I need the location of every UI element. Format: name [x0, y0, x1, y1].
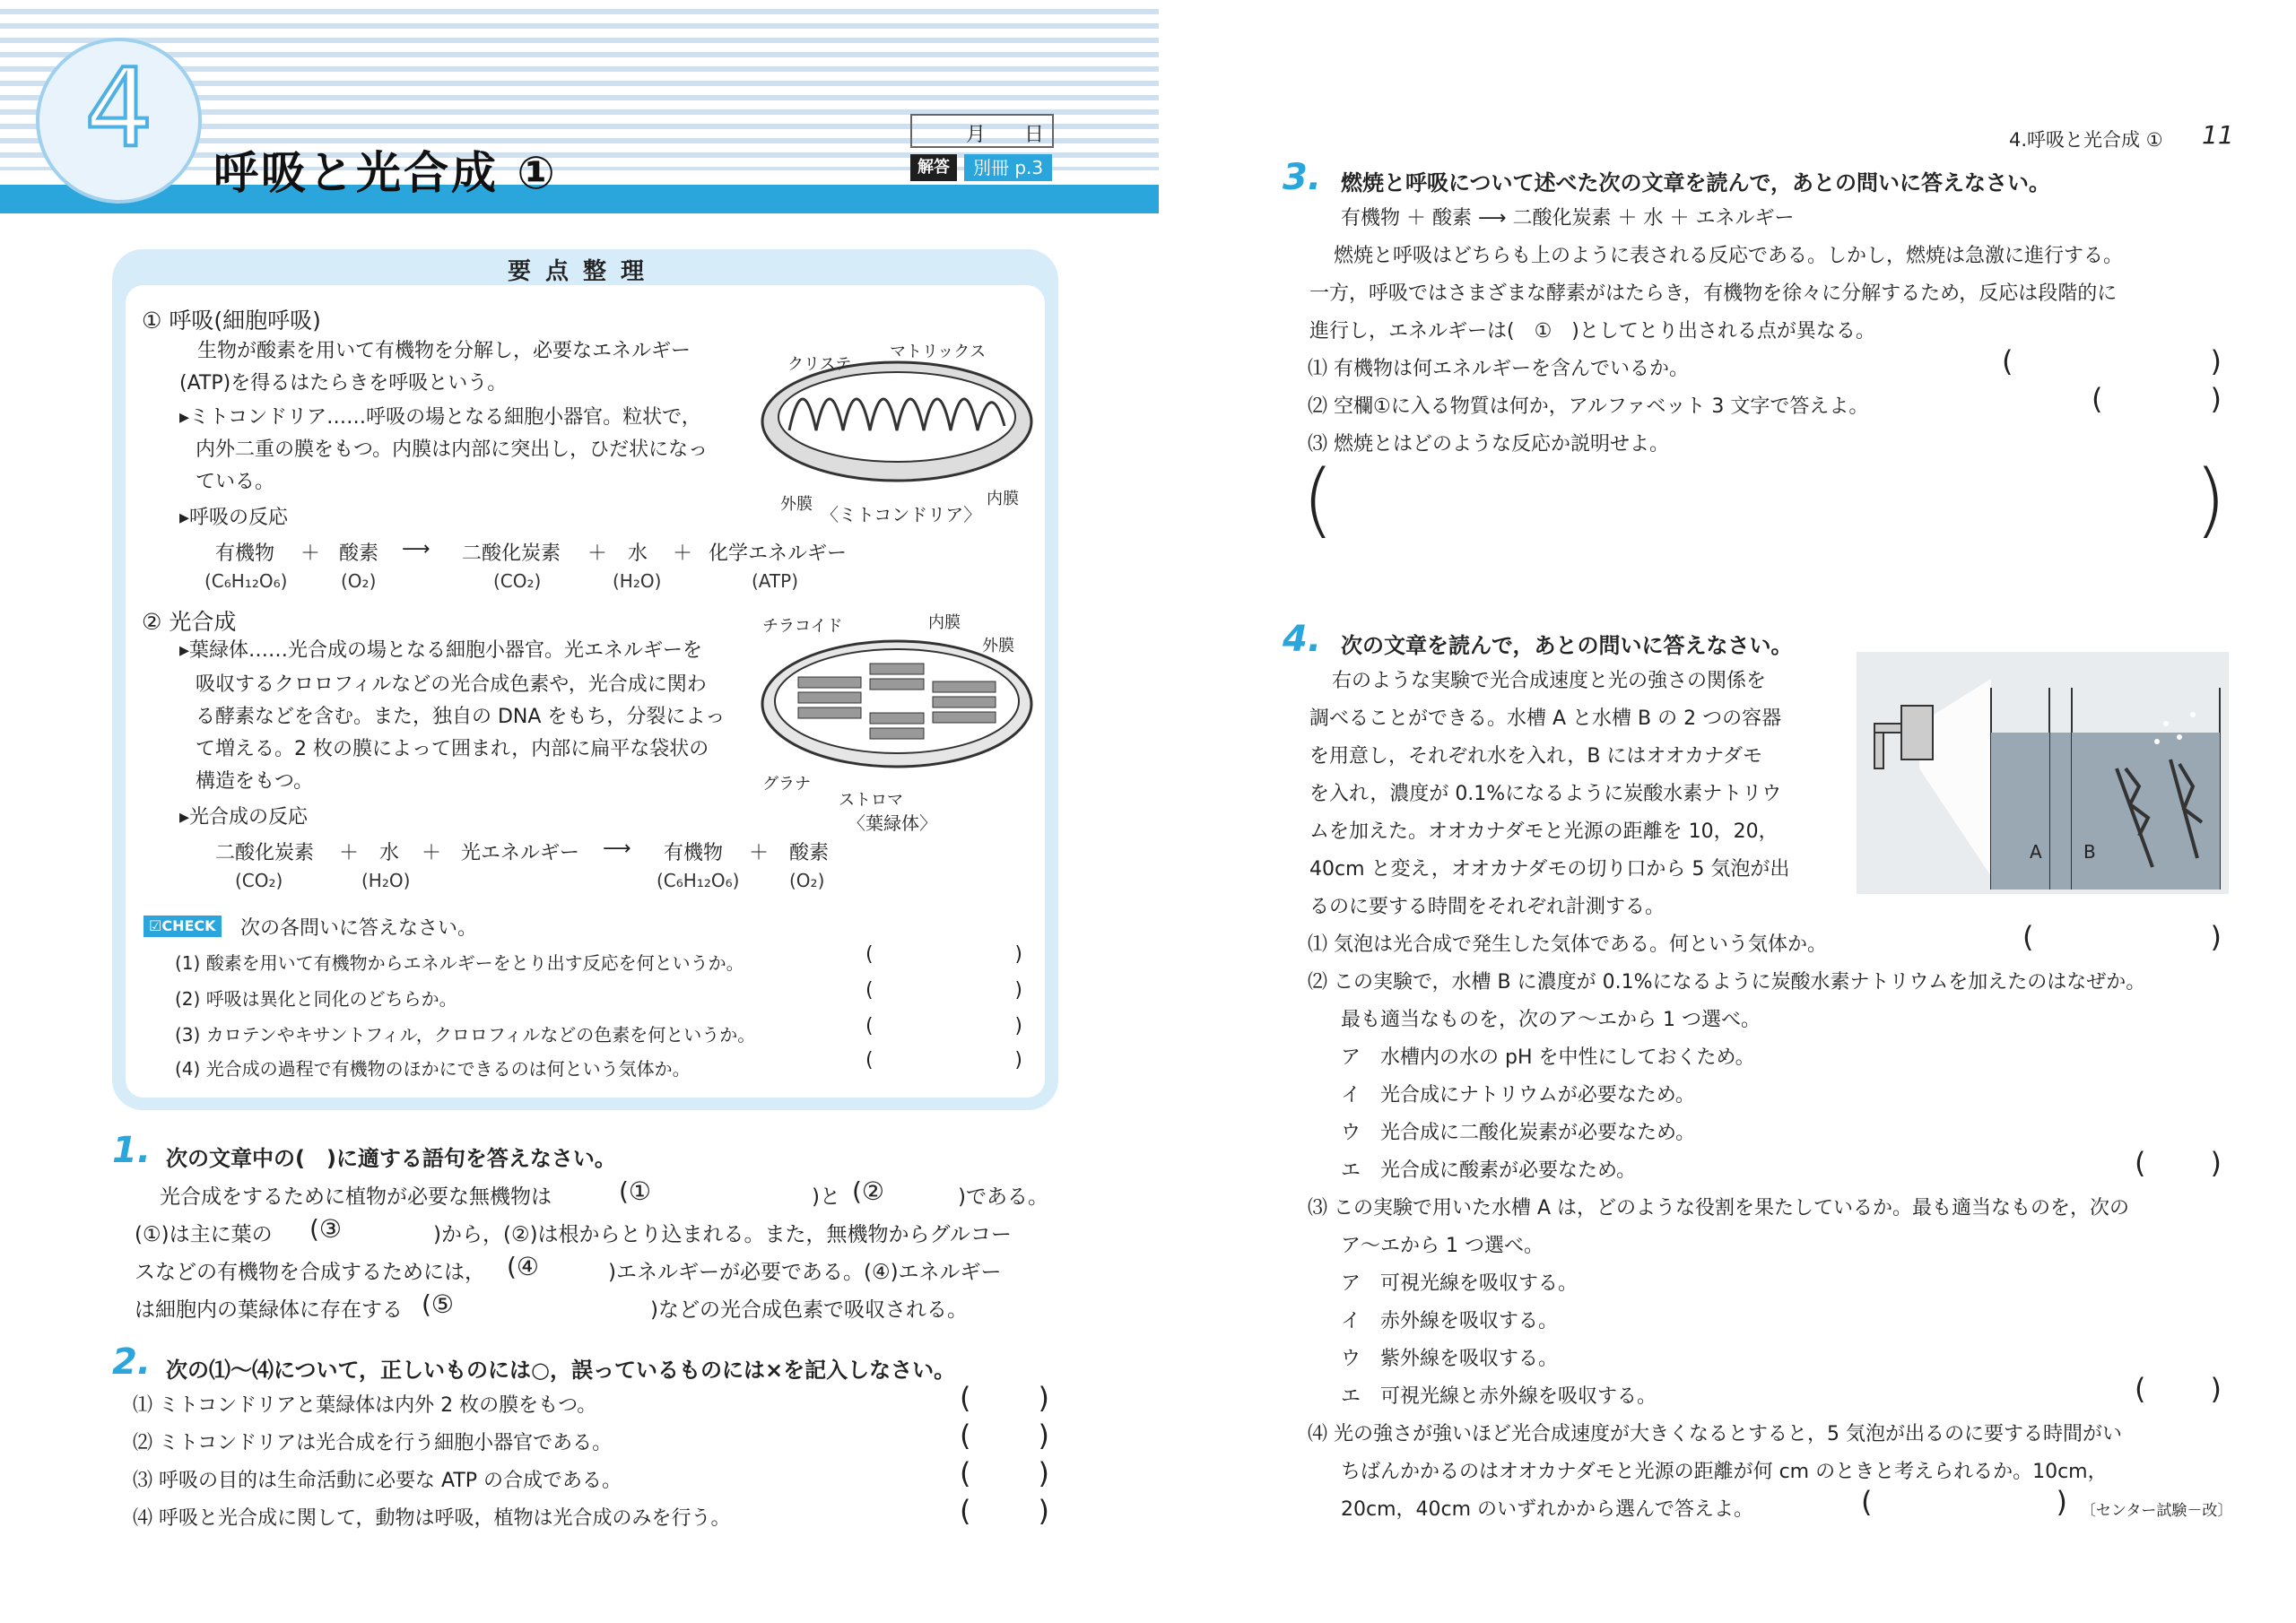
- chloro-caption: 〈葉緑体〉: [848, 812, 937, 834]
- check-answer-1[interactable]: ( ): [865, 943, 1022, 966]
- label-chloro-inner: 内膜: [928, 613, 961, 632]
- answer-badge: 解答: [910, 154, 957, 181]
- q4-para: るのに要する時間をそれぞれ計測する。: [1309, 896, 1665, 918]
- q1-text: )と: [812, 1185, 840, 1209]
- q3-heading: 燃焼と呼吸について述べた次の文章を読んで，あとの問いに答えなさい。: [1341, 170, 2051, 195]
- q4-answer-1[interactable]: ( ): [2022, 920, 2222, 954]
- q4-opt: エ 光合成に酸素が必要なため。: [1341, 1159, 1637, 1182]
- chloro-desc-2: 吸収するクロロフィルなどの光合成色素や，光合成に関わ: [196, 673, 707, 696]
- q1-text: 光合成をするために植物が必要な無機物は: [160, 1185, 552, 1209]
- source-note: 〔センター試験－改〕: [2081, 1502, 2233, 1520]
- q2-item: ⑶ 呼吸の目的は生命活動に必要な ATP の合成である。: [133, 1470, 622, 1492]
- q2-item: ⑵ ミトコンドリアは光合成を行う細胞小器官である。: [133, 1432, 613, 1454]
- header-bar: [0, 185, 1159, 213]
- resp-eq-term: ＋: [587, 542, 608, 565]
- check-answer-4[interactable]: ( ): [865, 1049, 1022, 1072]
- q1-heading: 次の文章中の( )に適する語句を答えなさい。: [166, 1146, 616, 1171]
- label-matrix: マトリックス: [890, 343, 987, 361]
- q4-item-1: ⑴ 気泡は光合成で発生した気体である。何という気体か。: [1308, 933, 1827, 956]
- q4-para: を入れ，濃度が 0.1%になるように炭酸水素ナトリウ: [1309, 783, 1782, 805]
- check-title: 次の各問いに答えなさい。: [240, 917, 478, 940]
- resp-eq-arrow: ⟶: [402, 538, 430, 560]
- q3-answer-1[interactable]: ( ): [2002, 344, 2222, 378]
- q3-item: ⑵ 空欄①に入る物質は何か，アルファベット 3 文字で答えよ。: [1308, 395, 1869, 418]
- q4-para: 右のような実験で光合成速度と光の強さの関係を: [1332, 670, 1767, 692]
- q1-blank-4-open[interactable]: (④: [507, 1252, 540, 1281]
- q4-item-2: ⑵ この実験で，水槽 B に濃度が 0.1%になるように炭酸水素ナトリウムを加えたのはなぜか。: [1308, 971, 2146, 994]
- photo-eq-term: 有機物: [664, 842, 724, 864]
- resp-eq-term: 二酸化炭素: [462, 542, 561, 565]
- mito-desc-2: 内外二重の膜をもつ。内膜は内部に突出し，ひだ状になっ: [196, 438, 709, 461]
- q1-blank-5-open[interactable]: (⑤: [422, 1289, 455, 1319]
- photosynthesis-title: ② 光合成: [142, 609, 237, 635]
- photo-formula: (CO₂): [235, 870, 283, 891]
- q3-item: ⑴ 有機物は何エネルギーを含んでいるか。: [1308, 358, 1689, 380]
- q3-answer-3[interactable]: ( ): [1302, 453, 2226, 547]
- mito-desc-1: ▸ミトコンドリア……呼吸の場となる細胞小器官。粒状で，: [179, 406, 701, 429]
- q4-para: 40cm と変え，オオカナダモの切り口から 5 気泡が出: [1309, 858, 1790, 881]
- resp-eq-term: 酸素: [339, 542, 379, 565]
- resp-formula: (H₂O): [613, 570, 662, 592]
- photo-eq-term: 光エネルギー: [461, 842, 580, 864]
- q2-item: ⑷ 呼吸と光合成に関して，動物は呼吸，植物は光合成のみを行う。: [133, 1507, 731, 1530]
- q2-heading: 次の⑴〜⑷について，正しいものには○，誤っているものには×を記入しなさい。: [166, 1358, 956, 1383]
- chapter-number: 4: [84, 47, 153, 171]
- q1-number: 1.: [112, 1130, 152, 1171]
- chloro-desc-3: る酵素などを含む。また，独自の DNA をもち，分裂によっ: [196, 706, 726, 728]
- q2-number: 2.: [112, 1341, 152, 1383]
- photo-eq-term: ＋: [749, 842, 770, 864]
- photo-eq-term: 酸素: [789, 842, 830, 864]
- resp-desc-2: (ATP)を得るはたらきを呼吸という。: [179, 372, 508, 395]
- resp-formula: (CO₂): [493, 570, 542, 592]
- photo-eq-arrow: ⟶: [603, 838, 631, 860]
- q1-text: )エネルギーが必要である。(④)エネルギー: [608, 1261, 1002, 1284]
- date-month: 月: [966, 124, 987, 146]
- q4-para: を用意し，それぞれ水を入れ，B にはオオカナダモ: [1309, 745, 1762, 768]
- resp-formula: (C₆H₁₂O₆): [204, 570, 288, 592]
- q1-text: )である。: [958, 1185, 1048, 1209]
- q4-para: 調べることができる。水槽 A と水槽 B の 2 つの容器: [1309, 707, 1782, 730]
- q3-para: 進行し，エネルギーは( ① )としてとり出される点が異なる。: [1309, 320, 1875, 343]
- answer-ref: 別冊 p.3: [964, 154, 1052, 181]
- resp-formula: (O₂): [341, 570, 377, 592]
- resp-eq-term: ＋: [300, 542, 321, 565]
- label-thylakoid: チラコイド: [762, 617, 843, 636]
- check-item: (2) 呼吸は異化と同化のどちらか。: [175, 988, 457, 1010]
- summary-heading: 要点整理: [507, 258, 658, 285]
- check-answer-2[interactable]: ( ): [865, 979, 1022, 1002]
- check-answer-3[interactable]: ( ): [865, 1015, 1022, 1037]
- label-inner-membrane: 内膜: [987, 490, 1019, 508]
- resp-reaction-title: ▸呼吸の反応: [179, 507, 289, 529]
- q1-text: は細胞内の葉緑体に存在する: [135, 1298, 403, 1322]
- q1-blank-3-open[interactable]: (③: [309, 1214, 343, 1244]
- q3-answer-2[interactable]: ( ): [2092, 382, 2222, 416]
- photo-formula: (O₂): [789, 870, 825, 891]
- photo-eq-term: ＋: [339, 842, 360, 864]
- check-badge: ☑CHECK: [144, 916, 222, 937]
- q1-text: )などの光合成色素で吸収される。: [650, 1298, 968, 1322]
- date-box[interactable]: [910, 114, 1054, 148]
- photo-formula: (H₂O): [361, 870, 411, 891]
- q4-opt: ア 水槽内の水の pH を中性にしておくため。: [1341, 1046, 1755, 1069]
- label-cristae: クリステ: [787, 355, 852, 374]
- q4-opt: ア 可視光線を吸収する。: [1341, 1272, 1578, 1295]
- q2-answer-2[interactable]: ( ): [960, 1419, 1049, 1453]
- q3-number: 3.: [1283, 157, 1322, 198]
- label-grana: グラナ: [762, 775, 811, 794]
- q4-item-4: ⑷ 光の強さが強いほど光合成速度が大きくなるとすると，5 気泡が出るのに要する時間がい: [1308, 1423, 2122, 1445]
- photo-reaction-title: ▸光合成の反応: [179, 806, 309, 829]
- photo-eq-term: 水: [379, 842, 400, 864]
- q3-equation: 有機物 ＋ 酸素 ⟶ 二酸化炭素 ＋ 水 ＋ エネルギー: [1341, 207, 1795, 230]
- q3-item: ⑶ 燃焼とはどのような反応か説明せよ。: [1308, 433, 1669, 456]
- tank-b-label: B: [2083, 841, 2096, 863]
- resp-eq-term: 有機物: [215, 542, 275, 565]
- q4-opt: エ 可視光線と赤外線を吸収する。: [1341, 1385, 1657, 1408]
- resp-formula: (ATP): [752, 570, 799, 592]
- q4-answer-2[interactable]: ( ): [2135, 1146, 2222, 1180]
- check-item: (4) 光合成の過程で有機物のほかにできるのは何という気体か。: [175, 1058, 691, 1080]
- chloro-desc-1: ▸葉緑体……光合成の場となる細胞小器官。光エネルギーを: [179, 639, 703, 662]
- q4-answer-3[interactable]: ( ): [2135, 1372, 2222, 1406]
- photo-eq-term: ＋: [422, 842, 442, 864]
- running-head: 4.呼吸と光合成 ①: [2009, 129, 2163, 151]
- q4-item-4b: ちばんかかるのはオオカナダモと光源の距離が何 cm のときと考えられるか。10cm，: [1341, 1461, 2108, 1483]
- q1-blank-1-open[interactable]: (①: [619, 1176, 652, 1206]
- q4-heading: 次の文章を読んで，あとの問いに答えなさい。: [1341, 633, 1793, 658]
- mito-caption: 〈ミトコンドリア〉: [821, 504, 982, 525]
- q2-answer-4[interactable]: ( ): [960, 1494, 1049, 1528]
- respiration-title: ① 呼吸(細胞呼吸): [142, 308, 321, 334]
- page-number: 11: [2202, 120, 2234, 150]
- q4-opt: ウ 光合成に二酸化炭素が必要なため。: [1341, 1122, 1696, 1144]
- resp-desc-1: 生物が酸素を用いて有機物を分解し，必要なエネルギー: [197, 340, 691, 362]
- photo-eq-term: 二酸化炭素: [215, 842, 315, 864]
- q3-para: 燃焼と呼吸はどちらも上のように表される反応である。しかし，燃焼は急激に進行する。: [1334, 245, 2124, 267]
- label-stroma: ストロマ: [839, 791, 903, 810]
- q4-item-4c: 20cm，40cm のいずれかから選んで答えよ。: [1341, 1498, 1754, 1521]
- q3-para: 一方，呼吸ではさまざまな酵素がはたらき，有機物を徐々に分解するため，反応は段階的に: [1309, 282, 2118, 305]
- q4-opt: ウ 紫外線を吸収する。: [1341, 1348, 1559, 1370]
- date-day: 日: [1024, 124, 1045, 146]
- q4-item-3: ⑶ この実験で用いた水槽 A は，どのような役割を果たしているか。最も適当なものを，次の: [1308, 1197, 2130, 1219]
- check-item: (1) 酸素を用いて有機物からエネルギーをとり出す反応を何というか。: [175, 952, 744, 974]
- photo-formula: (C₆H₁₂O₆): [657, 870, 740, 891]
- q4-answer-4[interactable]: ( ): [1861, 1485, 2067, 1519]
- chloro-desc-4: て増える。2 枚の膜によって囲まれ，内部に扁平な袋状の: [196, 738, 709, 760]
- check-item: (3) カロテンやキサントフィル，クロロフィルなどの色素を何というか。: [175, 1024, 756, 1046]
- q2-answer-3[interactable]: ( ): [960, 1456, 1049, 1490]
- q4-opt: イ 赤外線を吸収する。: [1341, 1310, 1559, 1332]
- q2-item: ⑴ ミトコンドリアと葉緑体は内外 2 枚の膜をもつ。: [133, 1394, 597, 1417]
- q1-text: (①)は主に葉の: [135, 1223, 273, 1246]
- resp-eq-term: 水: [628, 542, 648, 565]
- q2-answer-1[interactable]: ( ): [960, 1381, 1049, 1415]
- experiment-illustration: [1857, 652, 2229, 894]
- q1-blank-2-open[interactable]: (②: [852, 1176, 885, 1206]
- chapter-title: 呼吸と光合成 ①: [213, 147, 558, 199]
- resp-eq-term: ＋: [673, 542, 693, 565]
- q4-item-2b: 最も適当なものを，次のア〜エから 1 つ選べ。: [1341, 1009, 1761, 1031]
- q4-para: ムを加えた。オオカナダモと光源の距離を 10，20，: [1309, 820, 1779, 843]
- q1-text: )から，(②)は根からとり込まれる。また，無機物からグルコー: [433, 1223, 1012, 1246]
- resp-eq-term: 化学エネルギー: [709, 542, 848, 565]
- q1-text: スなどの有機物を合成するためには，: [135, 1261, 485, 1284]
- tank-a-label: A: [2030, 841, 2042, 863]
- chloro-desc-5: 構造をもつ。: [196, 770, 314, 793]
- label-chloro-outer: 外膜: [982, 637, 1014, 655]
- q4-opt: イ 光合成にナトリウムが必要なため。: [1341, 1084, 1695, 1107]
- q4-item-3b: ア〜エから 1 つ選べ。: [1341, 1235, 1544, 1257]
- mito-desc-3: ている。: [196, 471, 275, 493]
- label-outer-membrane: 外膜: [780, 495, 813, 514]
- q4-number: 4.: [1283, 619, 1322, 660]
